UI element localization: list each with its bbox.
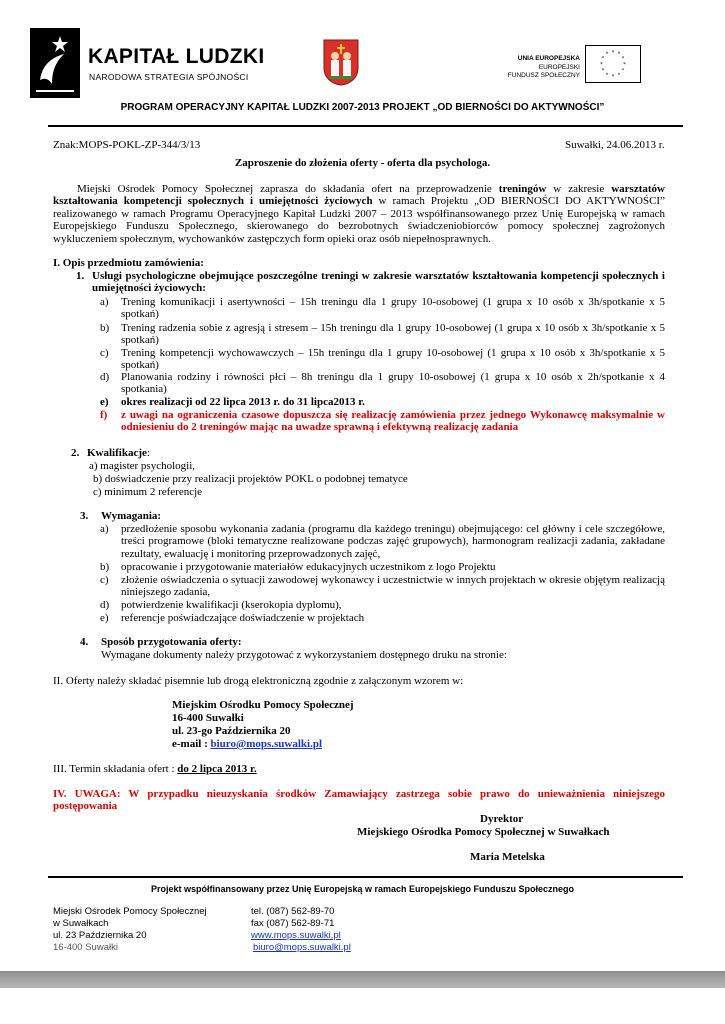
svg-text:*: * bbox=[611, 74, 615, 80]
footer-fax: fax (087) 562-89-71 bbox=[251, 918, 335, 929]
footer-grey-bar bbox=[0, 971, 725, 988]
logo-title: KAPITAŁ LUDZKI bbox=[88, 45, 265, 68]
item-e-label: e) bbox=[100, 396, 109, 408]
section-3-text: III. Termin składania ofert : bbox=[53, 763, 178, 775]
training-b-text: Trening radzenia sobie z agresją i stresem – 15h treningu dla 1 grupy 10-osobowej (1 grupa x 10 osób x 3h/spotkanie x 5 spotkań) bbox=[121, 322, 665, 347]
requirement-d-label: d) bbox=[100, 599, 110, 611]
footer-tel: tel. (087) 562-89-70 bbox=[251, 906, 335, 917]
section-2-text: II. Oferty należy składać pisemnie lub drogą elektroniczną zgodnie z załączonym wzorem w: bbox=[53, 675, 464, 687]
item-4-number: 4. bbox=[80, 636, 89, 648]
svg-text:*: * bbox=[623, 62, 626, 68]
eu-line-3: FUNDUSZ SPOŁECZNY bbox=[507, 72, 580, 79]
footer-address bbox=[53, 906, 207, 954]
footer-project-note: Projekt współfinansowany przez Unię Europejską w ramach Europejskiego Funduszu Społecznego bbox=[150, 884, 575, 894]
svg-text:*: * bbox=[617, 72, 621, 79]
section-1-heading: I. Opis przedmiotu zamówienia: bbox=[53, 257, 204, 269]
footer-address-line-1: Miejski Ośrodek Pomocy Społecznej bbox=[53, 906, 207, 917]
qualification-a: a) magister psychologii, bbox=[89, 460, 196, 472]
intro-part-1: Miejski Ośrodek Pomocy Społecznej zaprasza do składania ofert na przeprowadzenie bbox=[77, 183, 499, 195]
svg-text:*: * bbox=[600, 62, 603, 68]
item-2-heading bbox=[87, 447, 150, 459]
deadline: do 2 lipca 2013 r. bbox=[177, 763, 257, 775]
signature-org: Miejskiego Ośrodka Pomocy Społecznej w Suwałkach bbox=[357, 826, 610, 838]
item-1-label: Usługi psychologiczne obejmujące poszczególne treningi w zakresie warsztatów kształtowania kompetencji społecznych i umiejętności życiowych: bbox=[92, 270, 665, 295]
qualification-c: c) minimum 2 referencje bbox=[93, 486, 203, 498]
requirement-a-text: przedłożenie sposobu wykonania zadania (programu dla każdego treningu) obejmującego: cel główny i cele szczegółowe, treści programowe (bloki tematyczne realizowane podczas zajęć grupowych), harmonogram realizacji zadania, zakładane rezultaty, ewaluację i monitoring przeprowadzonych zajęć, bbox=[121, 523, 665, 560]
item-1-text bbox=[92, 270, 665, 295]
eu-flag-icon bbox=[585, 45, 641, 83]
item-4-text: Wymagane dokumenty należy przygotować z wykorzystaniem dostępnego druku na stronie: bbox=[101, 649, 507, 661]
signature-name: Maria Metelska bbox=[470, 851, 545, 863]
svg-text:*: * bbox=[621, 68, 625, 74]
kapital-ludzki-logo-icon bbox=[30, 28, 80, 98]
requirement-d-text: potwierdzenie kwalifikacji (kserokopia dyplomu), bbox=[121, 599, 342, 611]
item-4-title: Sposób przygotowania oferty: bbox=[101, 636, 242, 648]
training-c-text: Trening kompetencji wychowawczych – 15h treningu dla 1 grupy 10-osobowej (1 grupa x 10 osób x 3h/spotkanie x 5 spotkań) bbox=[121, 347, 665, 372]
svg-text:*: * bbox=[611, 50, 615, 56]
address-line-2: 16-400 Suwałki bbox=[172, 712, 244, 724]
footer-contact bbox=[251, 906, 351, 954]
item-3-title: Wymagania: bbox=[101, 510, 162, 522]
program-heading: PROGRAM OPERACYJNY KAPITAŁ LUDZKI 2007-2013 PROJEKT „OD BIERNOŚCI DO AKTYWNOŚCI” bbox=[120, 102, 605, 113]
eu-line-1: UNIA EUROPEJSKA bbox=[517, 55, 580, 62]
requirement-c-label: c) bbox=[100, 574, 109, 586]
requirement-e-label: e) bbox=[100, 612, 109, 624]
item-2-number: 2. bbox=[71, 447, 80, 459]
eu-line-2: EUROPEJSKI bbox=[538, 63, 580, 71]
item-f-text: z uwagi na ograniczenia czasowe dopuszcza się realizację zamówienia przez jednego Wykonawcę maksymalnie w odniesieniu do 2 treningów mając na uwadze sprawną i efektywną realizację zadania bbox=[121, 409, 665, 434]
item-e-text: okres realizacji od 22 lipca 2013 r. do 31 lipca2013 r. bbox=[121, 396, 365, 408]
letter-title: Zaproszenie do złożenia oferty - oferta dla psychologa. bbox=[234, 157, 491, 169]
footer-address-line-2: w Suwałkach bbox=[53, 918, 109, 929]
address-line-3: ul. 23-go Października 20 bbox=[172, 725, 291, 737]
svg-text:*: * bbox=[601, 68, 605, 74]
item-f-label: f) bbox=[100, 409, 108, 421]
qualification-b: b) doświadczenie przy realizacji projektów POKL o podobnej tematyce bbox=[93, 473, 408, 485]
intro-bold-2: warsztatów kształtowania kompetencji społecznych i umiejętności życiowych bbox=[53, 183, 665, 208]
training-d-label: d) bbox=[100, 371, 110, 383]
footer-address-line-4: 16-400 Suwałki bbox=[53, 942, 118, 953]
email-link[interactable]: biuro@mops.suwalki.pl bbox=[210, 738, 322, 750]
item-1-number: 1. bbox=[76, 270, 85, 282]
letter-date: Suwałki, 24.06.2013 r. bbox=[565, 139, 665, 151]
footer-address-line-3: ul. 23 Października 20 bbox=[53, 930, 147, 941]
eu-label bbox=[490, 55, 580, 81]
header-divider bbox=[48, 125, 683, 127]
footer-www-link[interactable]: www.mops.suwalki.pl bbox=[251, 930, 341, 941]
address-line-1: Miejskim Ośrodku Pomocy Społecznej bbox=[172, 699, 354, 711]
requirement-e-text: referencje poświadczające doświadczenie w projektach bbox=[121, 612, 365, 624]
reference-number: Znak:MOPS-POKL-ZP-344/3/13 bbox=[53, 139, 201, 151]
section-4-warning: IV. UWAGA: W przypadku nieuzyskania środków Zamawiający zastrzega sobie prawo do unieważnienia niniejszego postępowania bbox=[53, 788, 665, 813]
footer-divider bbox=[48, 876, 683, 878]
training-b-label: b) bbox=[100, 322, 110, 334]
suwalki-crest-icon bbox=[322, 38, 360, 86]
svg-text:*: * bbox=[605, 51, 609, 58]
signature-role: Dyrektor bbox=[480, 813, 524, 825]
logo-subtitle: NARODOWA STRATEGIA SPÓJNOŚCI bbox=[89, 72, 249, 82]
item-2-colon: : bbox=[146, 447, 150, 459]
email-label: e-mail : bbox=[172, 738, 211, 750]
item-2-title: Kwalifikacje bbox=[87, 447, 147, 459]
intro-bold-1: treningów bbox=[498, 183, 547, 195]
intro-part-2: w zakresie bbox=[546, 183, 612, 195]
training-d-text: Planowania rodziny i równości płci – 8h treningu dla 1 grupy 10-osobowej (1 grupa x 10 osób x 2h/spotkanie x 4 spotkania) bbox=[121, 371, 665, 396]
requirement-b-text: opracowanie i przygotowanie materiałów edukacyjnych uczestnikom z logo Projektu bbox=[121, 561, 496, 573]
footer-mail-link[interactable]: biuro@mops.suwalki.pl bbox=[253, 942, 351, 953]
training-a-label: a) bbox=[100, 296, 109, 308]
training-c-label: c) bbox=[100, 347, 109, 359]
svg-text:*: * bbox=[605, 72, 609, 79]
requirement-c-text: złożenie oświadczenia o sytuacji zawodowej wykonawcy i uczestnictwie w innych projektach w okresie objętym realizacją niniejszego zadania, bbox=[121, 574, 665, 599]
requirement-a-label: a) bbox=[100, 523, 109, 535]
svg-text:*: * bbox=[621, 56, 625, 62]
intro-part-3: w ramach Projektu „OD BIERNOŚCI DO AKTYWNOŚCI” realizowanego w ramach Programu Operacyjnego Kapitał Ludzki 2007 – 2013 współfinansowanego przez Unię Europejską w ramach Europejskiego Funduszu Społecznego, skierowanego do bezrobotnych świadczeniobiorców pomocy społecznej zagrożonych wykluczeniem społecznym, wychowanków zastępczych form opieki oraz osób niepełnosprawnych. bbox=[53, 195, 665, 245]
section-3-row bbox=[53, 763, 257, 775]
intro-paragraph bbox=[53, 183, 665, 245]
svg-text:*: * bbox=[601, 56, 605, 62]
address-email-row bbox=[172, 738, 322, 750]
svg-text:*: * bbox=[617, 51, 621, 58]
training-a-text: Trening komunikacji i asertywności – 15h treningu dla 1 grupy 10-osobowej (1 grupa x 10 osób x 3h/spotkanie x 5 spotkań) bbox=[121, 296, 665, 321]
item-3-number: 3. bbox=[80, 510, 89, 522]
requirement-b-label: b) bbox=[100, 561, 110, 573]
